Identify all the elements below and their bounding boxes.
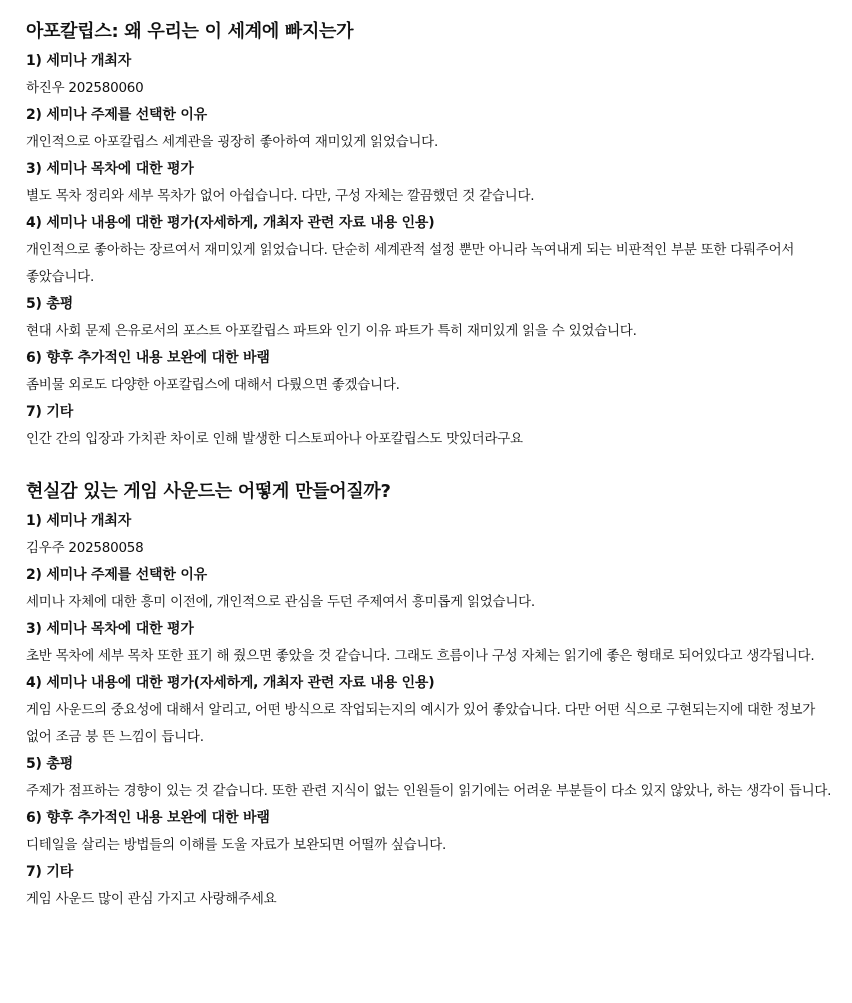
section-heading: 6) 향후 추가적인 내용 보완에 대한 바램 — [26, 810, 270, 826]
section-body: 게임 사운드의 중요성에 대해서 알리고, 어떤 방식으로 작업되는지의 예시가 있어 좋았습니다. 다만 어떤 식으로 구현되는지에 대한 정보가 없어 조금 붕 뜬 느낌이 듭니다. — [26, 702, 816, 745]
section-heading: 3) 세미나 목차에 대한 평가 — [26, 161, 194, 177]
section-body: 좀비물 외로도 다양한 아포칼립스에 대해서 다뤘으면 좋겠습니다. — [26, 377, 400, 393]
section-body: 게임 사운드 많이 관심 가지고 사랑해주세요 — [26, 891, 277, 907]
section-heading: 2) 세미나 주제를 선택한 이유 — [26, 567, 207, 583]
section-heading: 7) 기타 — [26, 864, 74, 880]
section-heading: 2) 세미나 주제를 선택한 이유 — [26, 107, 207, 123]
section-body: 인간 간의 입장과 가치관 차이로 인해 발생한 디스토피아나 아포칼립스도 맛있더라구요 — [26, 431, 523, 447]
section-heading: 4) 세미나 내용에 대한 평가(자세하게, 개최자 관련 자료 내용 인용) — [26, 675, 435, 691]
section-host — [26, 508, 832, 562]
section-overall — [26, 751, 832, 805]
section-body: 초반 목차에 세부 목차 또한 표기 해 줬으면 좋았을 것 같습니다. 그래도 흐름이나 구성 자체는 읽기에 좋은 형태로 되어있다고 생각됩니다. — [26, 648, 815, 664]
section-body: 별도 목차 정리와 세부 목차가 없어 아쉽습니다. 다만, 구성 자체는 깔끔했던 것 같습니다. — [26, 188, 535, 204]
section-heading: 1) 세미나 개최자 — [26, 53, 132, 69]
section-content-evaluation — [26, 210, 832, 291]
section-other — [26, 399, 832, 453]
section-host — [26, 48, 832, 102]
seminar-review-apocalypse — [26, 18, 832, 453]
section-heading: 5) 총평 — [26, 296, 74, 312]
section-heading: 5) 총평 — [26, 756, 74, 772]
review-title: 아포칼립스: 왜 우리는 이 세계에 빠지는가 — [26, 21, 354, 42]
section-toc-evaluation — [26, 156, 832, 210]
section-overall — [26, 291, 832, 345]
section-future-improvement — [26, 805, 832, 859]
section-topic-reason — [26, 102, 832, 156]
section-body: 개인적으로 좋아하는 장르여서 재미있게 읽었습니다. 단순히 세계관적 설정 뿐만 아니라 녹여내게 되는 비판적인 부분 또한 다뤄주어서 좋았습니다. — [26, 242, 795, 285]
section-heading: 7) 기타 — [26, 404, 74, 420]
section-content-evaluation — [26, 670, 832, 751]
section-other — [26, 859, 832, 913]
section-heading: 6) 향후 추가적인 내용 보완에 대한 바램 — [26, 350, 270, 366]
section-heading: 4) 세미나 내용에 대한 평가(자세하게, 개최자 관련 자료 내용 인용) — [26, 215, 435, 231]
section-body: 개인적으로 아포칼립스 세계관을 굉장히 좋아하여 재미있게 읽었습니다. — [26, 134, 439, 150]
section-body: 하진우 202580060 — [26, 80, 144, 96]
section-toc-evaluation — [26, 616, 832, 670]
section-body: 현대 사회 문제 은유로서의 포스트 아포칼립스 파트와 인기 이유 파트가 특히 재미있게 읽을 수 있었습니다. — [26, 323, 637, 339]
section-body: 주제가 점프하는 경향이 있는 것 같습니다. 또한 관련 지식이 없는 인원들이 읽기에는 어려운 부분들이 다소 있지 않았나, 하는 생각이 듭니다. — [26, 783, 832, 799]
seminar-review-game-sound — [26, 478, 832, 913]
section-body: 세미나 자체에 대한 흥미 이전에, 개인적으로 관심을 두던 주제여서 흥미롭게 읽었습니다. — [26, 594, 535, 610]
section-future-improvement — [26, 345, 832, 399]
section-heading: 1) 세미나 개최자 — [26, 513, 132, 529]
section-body: 김우주 202580058 — [26, 540, 144, 556]
review-title: 현실감 있는 게임 사운드는 어떻게 만들어질까? — [26, 481, 391, 502]
section-body: 디테일을 살리는 방법들의 이해를 도울 자료가 보완되면 어떨까 싶습니다. — [26, 837, 447, 853]
section-topic-reason — [26, 562, 832, 616]
section-heading: 3) 세미나 목차에 대한 평가 — [26, 621, 194, 637]
